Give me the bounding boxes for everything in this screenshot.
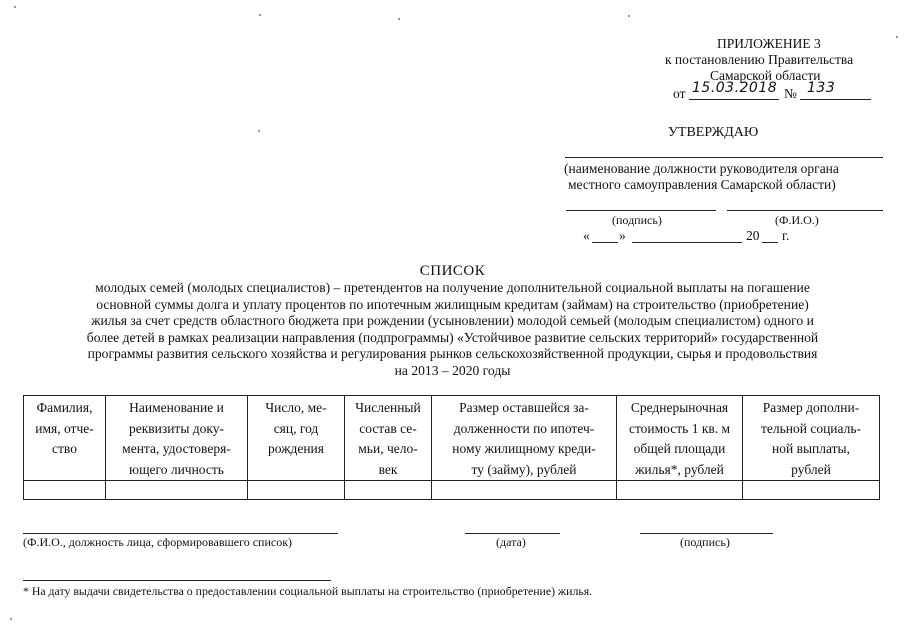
signature-sign-caption: (подпись): [680, 535, 730, 549]
list-description-2: основной суммы долга и уплату процентов по ипотечным жилищным кредитам (займам) на строительство (приобретение): [96, 296, 809, 312]
col-header-birthdate: Число, ме- сяц, год рождения: [248, 396, 345, 481]
footnote-separator: [23, 580, 331, 581]
families-table: [23, 395, 880, 500]
col-header-name: Фамилия, имя, отче- ство: [24, 396, 106, 481]
year-prefix: 20: [746, 228, 760, 243]
list-heading: СПИСОК: [419, 263, 486, 279]
date-sign-line: [465, 533, 560, 534]
position-caption-2: местного самоуправления Самарской области): [568, 177, 836, 192]
footnote: * На дату выдачи свидетельства о предоставлении социальной выплаты на строительство (приобретение) жилья.: [23, 584, 593, 598]
resolution-label: к постановлению Правительства: [665, 52, 854, 67]
signature-line: [566, 210, 716, 211]
list-description-3: жилья за счет средств областного бюджета при рождении (усыновлении) молодой семьей (молодым специалистом) одного и: [91, 313, 814, 329]
scan-speck: [398, 18, 400, 20]
fio-line: [727, 210, 883, 211]
signature-sign-line: [640, 533, 773, 534]
month-line: [632, 242, 742, 243]
date-prefix: от: [673, 86, 686, 101]
resolution-number: 133: [807, 80, 836, 96]
year-suffix: г.: [782, 228, 790, 243]
list-description-5: программы развития сельского хозяйства и регулирования рынков сельскохозяйственной продукции, сырья и продовольствия: [87, 346, 818, 362]
position-line: [565, 157, 883, 158]
position-caption-1: (наименование должности руководителя органа: [564, 161, 839, 176]
day-line: [592, 242, 618, 243]
table-row: [24, 481, 880, 500]
table-cell: [617, 481, 743, 500]
scan-speck: [258, 130, 260, 132]
region-label: Самарской области: [710, 68, 821, 83]
year-line: [762, 242, 778, 243]
approve-heading: УТВЕРЖДАЮ: [668, 125, 759, 140]
table-cell: [743, 481, 880, 500]
table-cell: [248, 481, 345, 500]
scan-speck: [628, 15, 630, 17]
date-underline: [689, 99, 779, 100]
scan-speck: [10, 618, 12, 620]
compiler-caption: (Ф.И.О., должность лица, сформировавшего список): [23, 535, 293, 549]
date-open-quote: «: [583, 228, 590, 243]
col-header-document: Наименование и реквизиты доку- мента, удостоверя- ющего личность: [106, 396, 248, 481]
table-cell: [345, 481, 432, 500]
table-cell: [432, 481, 617, 500]
col-header-debt: Размер оставшейся за- долженности по ипотеч- ному жилищному креди- ту (займу), рублей: [432, 396, 617, 481]
list-title-block: [20, 263, 885, 380]
scan-speck: [896, 36, 898, 38]
resolution-date: 15.03.2018: [692, 80, 778, 96]
date-caption: (дата): [496, 535, 526, 549]
table-header-row: [24, 396, 880, 481]
list-description-1: молодых семей (молодых специалистов) – претендентов на получение дополнительной социальной выплаты на погашение: [95, 280, 810, 295]
scan-speck: [14, 6, 16, 8]
number-underline: [800, 99, 871, 100]
number-prefix: №: [784, 86, 797, 101]
fio-caption: (Ф.И.О.): [775, 213, 819, 227]
list-description-4: более детей в рамках реализации направления (подпрограммы) «Устойчивое развитие сельских территорий» государственной: [86, 329, 819, 345]
col-header-market-price: Среднерыночная стоимость 1 кв. м общей площади жилья*, рублей: [617, 396, 743, 481]
table-cell: [106, 481, 248, 500]
scan-speck: [259, 14, 261, 16]
compiler-line: [23, 533, 338, 534]
appendix-label: ПРИЛОЖЕНИЕ 3: [717, 36, 821, 51]
col-header-payment: Размер дополни- тельной социаль- ной выплаты, рублей: [743, 396, 880, 481]
signature-caption: (подпись): [612, 213, 662, 227]
table-cell: [24, 481, 106, 500]
col-header-family-size: Численный состав се- мьи, чело- век: [345, 396, 432, 481]
list-description-6: на 2013 – 2020 годы: [394, 362, 511, 378]
date-close-quote: »: [619, 228, 626, 243]
